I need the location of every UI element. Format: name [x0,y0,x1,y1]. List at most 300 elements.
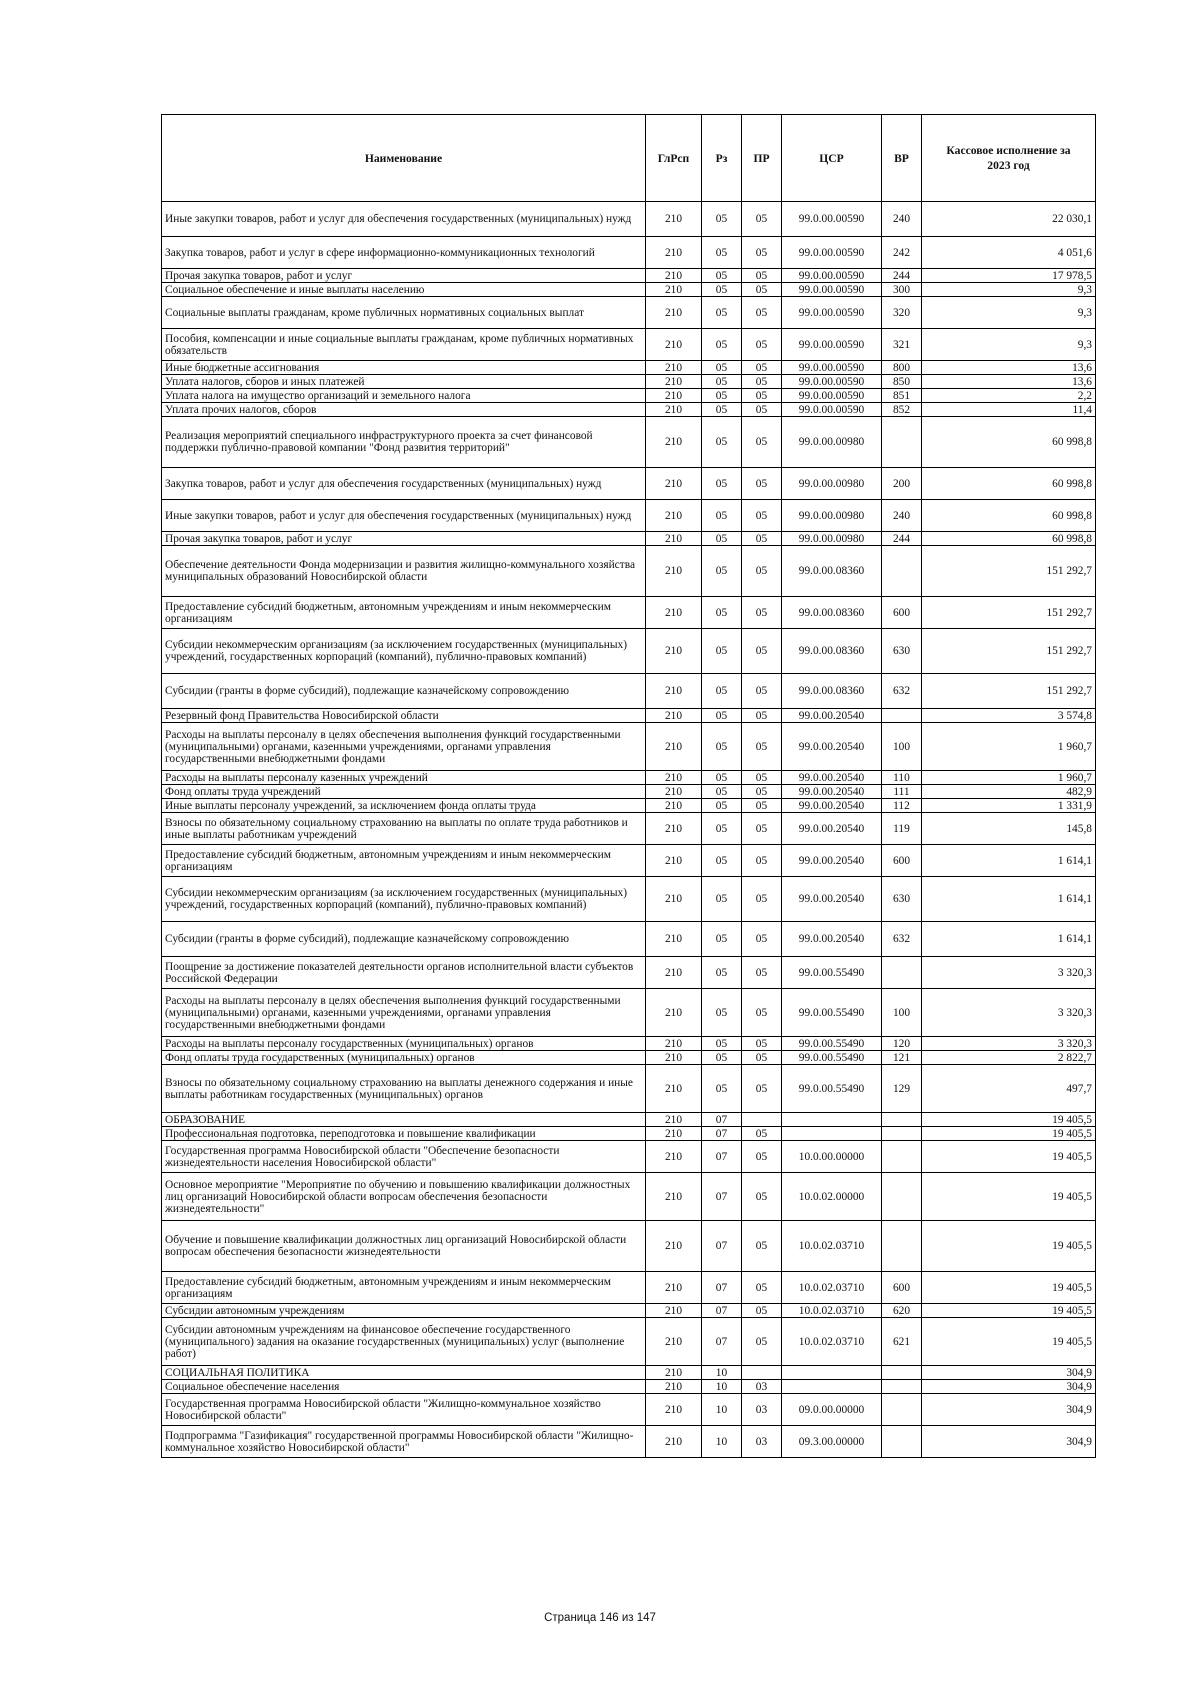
cell-vr: 112 [882,799,922,813]
cell-rz: 05 [702,375,742,389]
cell-vr: 240 [882,202,922,237]
cell-name: Иные бюджетные ассигнования [162,361,646,375]
cell-csr: 99.0.00.00590 [782,297,882,329]
table-row [162,799,1096,813]
table-row [162,1394,1096,1426]
cell-amount: 151 292,7 [922,674,1096,709]
cell-vr [882,709,922,723]
cell-name: Субсидии (гранты в форме субсидий), подлежащие казначейскому сопровождению [162,674,646,709]
cell-glrsp: 210 [646,297,702,329]
cell-glrsp: 210 [646,283,702,297]
cell-amount: 19 405,5 [922,1272,1096,1304]
cell-pr: 05 [742,709,782,723]
cell-rz: 05 [702,597,742,629]
header-pr: ПР [742,115,782,202]
cell-glrsp: 210 [646,361,702,375]
cell-glrsp: 210 [646,813,702,845]
cell-rz: 05 [702,957,742,989]
cell-amount: 3 320,3 [922,989,1096,1037]
table-row [162,1173,1096,1221]
cell-amount: 497,7 [922,1065,1096,1113]
cell-vr: 100 [882,989,922,1037]
cell-name: Иные выплаты персоналу учреждений, за исключением фонда оплаты труда [162,799,646,813]
cell-csr: 10.0.02.00000 [782,1173,882,1221]
cell-csr: 10.0.00.00000 [782,1141,882,1173]
cell-csr: 99.0.00.00590 [782,375,882,389]
cell-csr: 10.0.02.03710 [782,1272,882,1304]
cell-amount: 1 614,1 [922,845,1096,877]
cell-csr: 99.0.00.20540 [782,785,882,799]
cell-vr: 632 [882,922,922,957]
cell-pr: 05 [742,297,782,329]
table-row [162,674,1096,709]
cell-amount: 304,9 [922,1394,1096,1426]
cell-glrsp: 210 [646,1173,702,1221]
cell-pr: 05 [742,1221,782,1272]
cell-vr: 110 [882,771,922,785]
cell-vr: 321 [882,329,922,361]
cell-pr: 05 [742,813,782,845]
table-row [162,629,1096,674]
cell-name: Субсидии (гранты в форме субсидий), подлежащие казначейскому сопровождению [162,922,646,957]
cell-glrsp: 210 [646,1221,702,1272]
cell-rz: 05 [702,1037,742,1051]
cell-csr: 09.3.00.00000 [782,1426,882,1458]
cell-vr [882,546,922,597]
cell-amount: 304,9 [922,1380,1096,1394]
cell-vr: 120 [882,1037,922,1051]
cell-csr: 10.0.02.03710 [782,1304,882,1318]
cell-csr: 99.0.00.20540 [782,723,882,771]
cell-amount: 151 292,7 [922,546,1096,597]
cell-glrsp: 210 [646,709,702,723]
cell-glrsp: 210 [646,269,702,283]
cell-vr: 100 [882,723,922,771]
cell-pr: 03 [742,1380,782,1394]
cell-csr: 99.0.00.08360 [782,629,882,674]
cell-csr: 09.0.00.00000 [782,1394,882,1426]
cell-rz: 05 [702,361,742,375]
cell-rz: 07 [702,1221,742,1272]
cell-csr: 99.0.00.55490 [782,1065,882,1113]
cell-vr: 129 [882,1065,922,1113]
cell-name: Подпрограмма "Газификация" государственной программы Новосибирской области "Жилищно-коммунальное хозяйство Новосибирской области" [162,1426,646,1458]
cell-glrsp: 210 [646,799,702,813]
cell-amount: 60 998,8 [922,500,1096,532]
cell-name: Резервный фонд Правительства Новосибирской области [162,709,646,723]
cell-pr: 05 [742,468,782,500]
cell-name: Прочая закупка товаров, работ и услуг [162,532,646,546]
header-name: Наименование [162,115,646,202]
cell-rz: 05 [702,799,742,813]
cell-pr: 05 [742,1051,782,1065]
cell-name: Иные закупки товаров, работ и услуг для обеспечения государственных (муниципальных) нужд [162,500,646,532]
cell-name: СОЦИАЛЬНАЯ ПОЛИТИКА [162,1366,646,1380]
table-row [162,1221,1096,1272]
cell-csr [782,1366,882,1380]
cell-vr: 632 [882,674,922,709]
cell-amount: 19 405,5 [922,1127,1096,1141]
cell-rz: 05 [702,329,742,361]
cell-amount: 19 405,5 [922,1318,1096,1366]
cell-amount: 1 960,7 [922,771,1096,785]
cell-csr: 99.0.00.55490 [782,1051,882,1065]
cell-name: Иные закупки товаров, работ и услуг для обеспечения государственных (муниципальных) нужд [162,202,646,237]
table-row [162,417,1096,468]
table-row [162,403,1096,417]
cell-csr: 99.0.00.00980 [782,500,882,532]
cell-rz: 05 [702,922,742,957]
cell-rz: 05 [702,532,742,546]
cell-rz: 05 [702,845,742,877]
cell-amount: 151 292,7 [922,597,1096,629]
cell-glrsp: 210 [646,329,702,361]
cell-rz: 05 [702,283,742,297]
cell-rz: 05 [702,237,742,269]
cell-glrsp: 210 [646,629,702,674]
cell-csr: 10.0.02.03710 [782,1318,882,1366]
cell-glrsp: 210 [646,1380,702,1394]
cell-pr: 05 [742,1127,782,1141]
table-row [162,361,1096,375]
cell-vr: 850 [882,375,922,389]
cell-name: Расходы на выплаты персоналу государственных (муниципальных) органов [162,1037,646,1051]
cell-csr: 99.0.00.20540 [782,771,882,785]
cell-name: ОБРАЗОВАНИЕ [162,1113,646,1127]
header-rz: Рз [702,115,742,202]
cell-amount: 13,6 [922,375,1096,389]
cell-amount: 1 960,7 [922,723,1096,771]
cell-glrsp: 210 [646,403,702,417]
table-row [162,1113,1096,1127]
cell-pr: 05 [742,403,782,417]
cell-pr: 05 [742,1272,782,1304]
table-row [162,597,1096,629]
cell-glrsp: 210 [646,1065,702,1113]
cell-csr: 99.0.00.20540 [782,799,882,813]
cell-amount: 151 292,7 [922,629,1096,674]
cell-csr: 99.0.00.55490 [782,1037,882,1051]
table-row [162,283,1096,297]
cell-pr: 05 [742,785,782,799]
cell-csr: 99.0.00.00590 [782,403,882,417]
cell-name: Субсидии автономным учреждениям [162,1304,646,1318]
cell-glrsp: 210 [646,1051,702,1065]
cell-pr: 05 [742,417,782,468]
cell-rz: 10 [702,1380,742,1394]
cell-name: Обеспечение деятельности Фонда модернизации и развития жилищно-коммунального хозяйства муниципальных образований Новосибирской области [162,546,646,597]
table-row [162,389,1096,403]
table-row [162,468,1096,500]
cell-vr [882,1426,922,1458]
cell-glrsp: 210 [646,723,702,771]
cell-vr: 620 [882,1304,922,1318]
cell-name: Фонд оплаты труда государственных (муниципальных) органов [162,1051,646,1065]
cell-csr [782,1113,882,1127]
cell-rz: 07 [702,1304,742,1318]
budget-execution-table [161,114,1096,1458]
cell-name: Государственная программа Новосибирской области "Жилищно-коммунальное хозяйство Новосибирской области" [162,1394,646,1426]
cell-vr: 630 [882,877,922,922]
header-csr: ЦСР [782,115,882,202]
table-row [162,500,1096,532]
table-row [162,1037,1096,1051]
of-label: из [621,1612,634,1624]
table-row [162,297,1096,329]
cell-name: Обучение и повышение квалификации должностных лиц организаций Новосибирской области вопросам обеспечения безопасности жизнедеятельности [162,1221,646,1272]
cell-pr: 05 [742,845,782,877]
cell-csr: 99.0.00.00590 [782,389,882,403]
cell-glrsp: 210 [646,674,702,709]
cell-name: Расходы на выплаты персоналу казенных учреждений [162,771,646,785]
cell-csr [782,1127,882,1141]
cell-name: Закупка товаров, работ и услуг для обеспечения государственных (муниципальных) нужд [162,468,646,500]
cell-glrsp: 210 [646,375,702,389]
cell-csr: 99.0.00.00590 [782,361,882,375]
page-number: 146 [599,1612,619,1624]
cell-amount: 19 405,5 [922,1173,1096,1221]
cell-glrsp: 210 [646,771,702,785]
cell-pr: 05 [742,723,782,771]
cell-csr: 99.0.00.08360 [782,597,882,629]
page-total: 147 [636,1612,656,1624]
cell-csr: 99.0.00.20540 [782,845,882,877]
cell-glrsp: 210 [646,1304,702,1318]
cell-rz: 07 [702,1318,742,1366]
cell-name: Субсидии некоммерческим организациям (за исключением государственных (муниципальных) учреждений, государственных корпораций (компаний), публично-правовых компаний) [162,877,646,922]
cell-rz: 05 [702,1065,742,1113]
cell-vr [882,1113,922,1127]
cell-glrsp: 210 [646,237,702,269]
cell-glrsp: 210 [646,546,702,597]
cell-name: Субсидии автономным учреждениям на финансовое обеспечение государственного (муниципального) задания на оказание государственных (муниципальных) услуг (выполнение работ) [162,1318,646,1366]
cell-pr: 05 [742,922,782,957]
cell-amount: 4 051,6 [922,237,1096,269]
cell-pr: 05 [742,629,782,674]
page-footer [0,1612,1200,1624]
cell-amount: 19 405,5 [922,1221,1096,1272]
cell-rz: 07 [702,1173,742,1221]
cell-vr: 300 [882,283,922,297]
cell-name: Фонд оплаты труда учреждений [162,785,646,799]
cell-name: Социальное обеспечение и иные выплаты населению [162,283,646,297]
table-row [162,1272,1096,1304]
cell-glrsp: 210 [646,1272,702,1304]
cell-pr [742,1366,782,1380]
header-amount: Кассовое исполнение за 2023 год [922,115,1096,202]
table-row [162,1065,1096,1113]
cell-name: Основное мероприятие "Мероприятие по обучению и повышению квалификации должностных лиц организаций Новосибирской области вопросам обеспечения безопасности жизнедеятельности" [162,1173,646,1221]
cell-name: Субсидии некоммерческим организациям (за исключением государственных (муниципальных) учреждений, государственных корпораций (компаний), публично-правовых компаний) [162,629,646,674]
cell-vr: 121 [882,1051,922,1065]
cell-pr: 05 [742,532,782,546]
cell-amount: 22 030,1 [922,202,1096,237]
table-row [162,957,1096,989]
cell-name: Предоставление субсидий бюджетным, автономным учреждениям и иным некоммерческим организациям [162,845,646,877]
table-row [162,1304,1096,1318]
cell-vr [882,1173,922,1221]
cell-amount: 2 822,7 [922,1051,1096,1065]
cell-pr: 05 [742,1037,782,1051]
cell-amount: 3 574,8 [922,709,1096,723]
cell-name: Поощрение за достижение показателей деятельности органов исполнительной власти субъектов Российской Федерации [162,957,646,989]
cell-pr: 05 [742,1318,782,1366]
cell-pr: 05 [742,283,782,297]
table-row [162,1380,1096,1394]
cell-pr: 05 [742,989,782,1037]
cell-amount: 145,8 [922,813,1096,845]
cell-pr: 05 [742,546,782,597]
cell-csr: 99.0.00.20540 [782,709,882,723]
cell-name: Пособия, компенсации и иные социальные выплаты гражданам, кроме публичных нормативных обязательств [162,329,646,361]
cell-csr: 99.0.00.00590 [782,329,882,361]
cell-csr: 99.0.00.20540 [782,813,882,845]
cell-glrsp: 210 [646,500,702,532]
cell-vr: 600 [882,845,922,877]
table-row [162,546,1096,597]
cell-pr: 05 [742,269,782,283]
cell-csr: 99.0.00.00590 [782,237,882,269]
cell-glrsp: 210 [646,989,702,1037]
cell-pr: 05 [742,597,782,629]
cell-vr [882,957,922,989]
cell-pr [742,1113,782,1127]
table-header-row [162,115,1096,202]
cell-rz: 05 [702,1051,742,1065]
cell-name: Закупка товаров, работ и услуг в сфере информационно-коммуникационных технологий [162,237,646,269]
table-row [162,709,1096,723]
cell-csr: 99.0.00.00980 [782,532,882,546]
cell-name: Расходы на выплаты персоналу в целях обеспечения выполнения функций государственными (муниципальными) органами, казенными учреждениями, органами управления государственными внебюджетными фондами [162,723,646,771]
table-row [162,845,1096,877]
cell-pr: 05 [742,389,782,403]
cell-rz: 05 [702,269,742,283]
cell-rz: 07 [702,1272,742,1304]
cell-rz: 05 [702,389,742,403]
cell-glrsp: 210 [646,202,702,237]
cell-name: Уплата прочих налогов, сборов [162,403,646,417]
cell-amount: 9,3 [922,297,1096,329]
cell-amount: 1 614,1 [922,877,1096,922]
cell-amount: 3 320,3 [922,957,1096,989]
cell-glrsp: 210 [646,1141,702,1173]
cell-pr: 05 [742,1304,782,1318]
cell-rz: 05 [702,468,742,500]
cell-rz: 07 [702,1113,742,1127]
cell-amount: 60 998,8 [922,532,1096,546]
cell-csr: 99.0.00.00980 [782,468,882,500]
cell-name: Государственная программа Новосибирской области "Обеспечение безопасности жизнедеятельности населения Новосибирской области" [162,1141,646,1173]
page-label: Страница [544,1612,597,1624]
cell-pr: 05 [742,771,782,785]
cell-amount: 19 405,5 [922,1113,1096,1127]
cell-glrsp: 210 [646,597,702,629]
table-row [162,989,1096,1037]
cell-vr [882,1380,922,1394]
cell-pr: 03 [742,1426,782,1458]
cell-name: Прочая закупка товаров, работ и услуг [162,269,646,283]
cell-name: Социальное обеспечение населения [162,1380,646,1394]
cell-name: Взносы по обязательному социальному страхованию на выплаты денежного содержания и иные выплаты работникам государственных (муниципальных) органов [162,1065,646,1113]
cell-name: Профессиональная подготовка, переподготовка и повышение квалификации [162,1127,646,1141]
cell-csr: 99.0.00.00590 [782,269,882,283]
cell-amount: 19 405,5 [922,1141,1096,1173]
cell-name: Предоставление субсидий бюджетным, автономным учреждениям и иным некоммерческим организациям [162,1272,646,1304]
cell-vr: 852 [882,403,922,417]
cell-vr: 621 [882,1318,922,1366]
cell-pr: 05 [742,799,782,813]
table-row [162,202,1096,237]
cell-glrsp: 210 [646,389,702,403]
table-row [162,329,1096,361]
cell-amount: 19 405,5 [922,1304,1096,1318]
cell-csr: 99.0.00.00980 [782,417,882,468]
cell-pr: 05 [742,329,782,361]
cell-pr: 05 [742,500,782,532]
cell-name: Реализация мероприятий специального инфраструктурного проекта за счет финансовой поддержки публично-правовой компании "Фонд развития территорий" [162,417,646,468]
table-row [162,877,1096,922]
cell-amount: 304,9 [922,1366,1096,1380]
cell-rz: 05 [702,989,742,1037]
cell-rz: 05 [702,877,742,922]
cell-rz: 05 [702,723,742,771]
table-row [162,1318,1096,1366]
cell-glrsp: 210 [646,468,702,500]
header-vr: ВР [882,115,922,202]
cell-vr: 600 [882,1272,922,1304]
cell-csr: 99.0.00.55490 [782,989,882,1037]
table-row [162,1127,1096,1141]
cell-glrsp: 210 [646,1113,702,1127]
cell-vr [882,1141,922,1173]
cell-rz: 10 [702,1426,742,1458]
cell-amount: 9,3 [922,283,1096,297]
table-row [162,269,1096,283]
table-row [162,1141,1096,1173]
cell-amount: 482,9 [922,785,1096,799]
cell-name: Предоставление субсидий бюджетным, автономным учреждениям и иным некоммерческим организациям [162,597,646,629]
cell-csr [782,1380,882,1394]
table-row [162,1426,1096,1458]
cell-csr: 99.0.00.20540 [782,922,882,957]
cell-rz: 10 [702,1366,742,1380]
cell-vr: 600 [882,597,922,629]
cell-vr [882,1221,922,1272]
cell-pr: 03 [742,1394,782,1426]
cell-rz: 05 [702,785,742,799]
table-body [162,202,1096,1458]
cell-amount: 1 331,9 [922,799,1096,813]
cell-amount: 3 320,3 [922,1037,1096,1051]
cell-vr: 851 [882,389,922,403]
cell-vr [882,417,922,468]
cell-name: Социальные выплаты гражданам, кроме публичных нормативных социальных выплат [162,297,646,329]
cell-rz: 07 [702,1127,742,1141]
cell-vr: 242 [882,237,922,269]
cell-rz: 05 [702,202,742,237]
cell-pr: 05 [742,877,782,922]
cell-glrsp: 210 [646,845,702,877]
cell-name: Уплата налога на имущество организаций и земельного налога [162,389,646,403]
table-row [162,237,1096,269]
table-row [162,375,1096,389]
cell-rz: 05 [702,709,742,723]
cell-vr: 244 [882,269,922,283]
cell-rz: 05 [702,546,742,597]
cell-pr: 05 [742,1173,782,1221]
cell-pr: 05 [742,1141,782,1173]
cell-csr: 99.0.00.00590 [782,202,882,237]
